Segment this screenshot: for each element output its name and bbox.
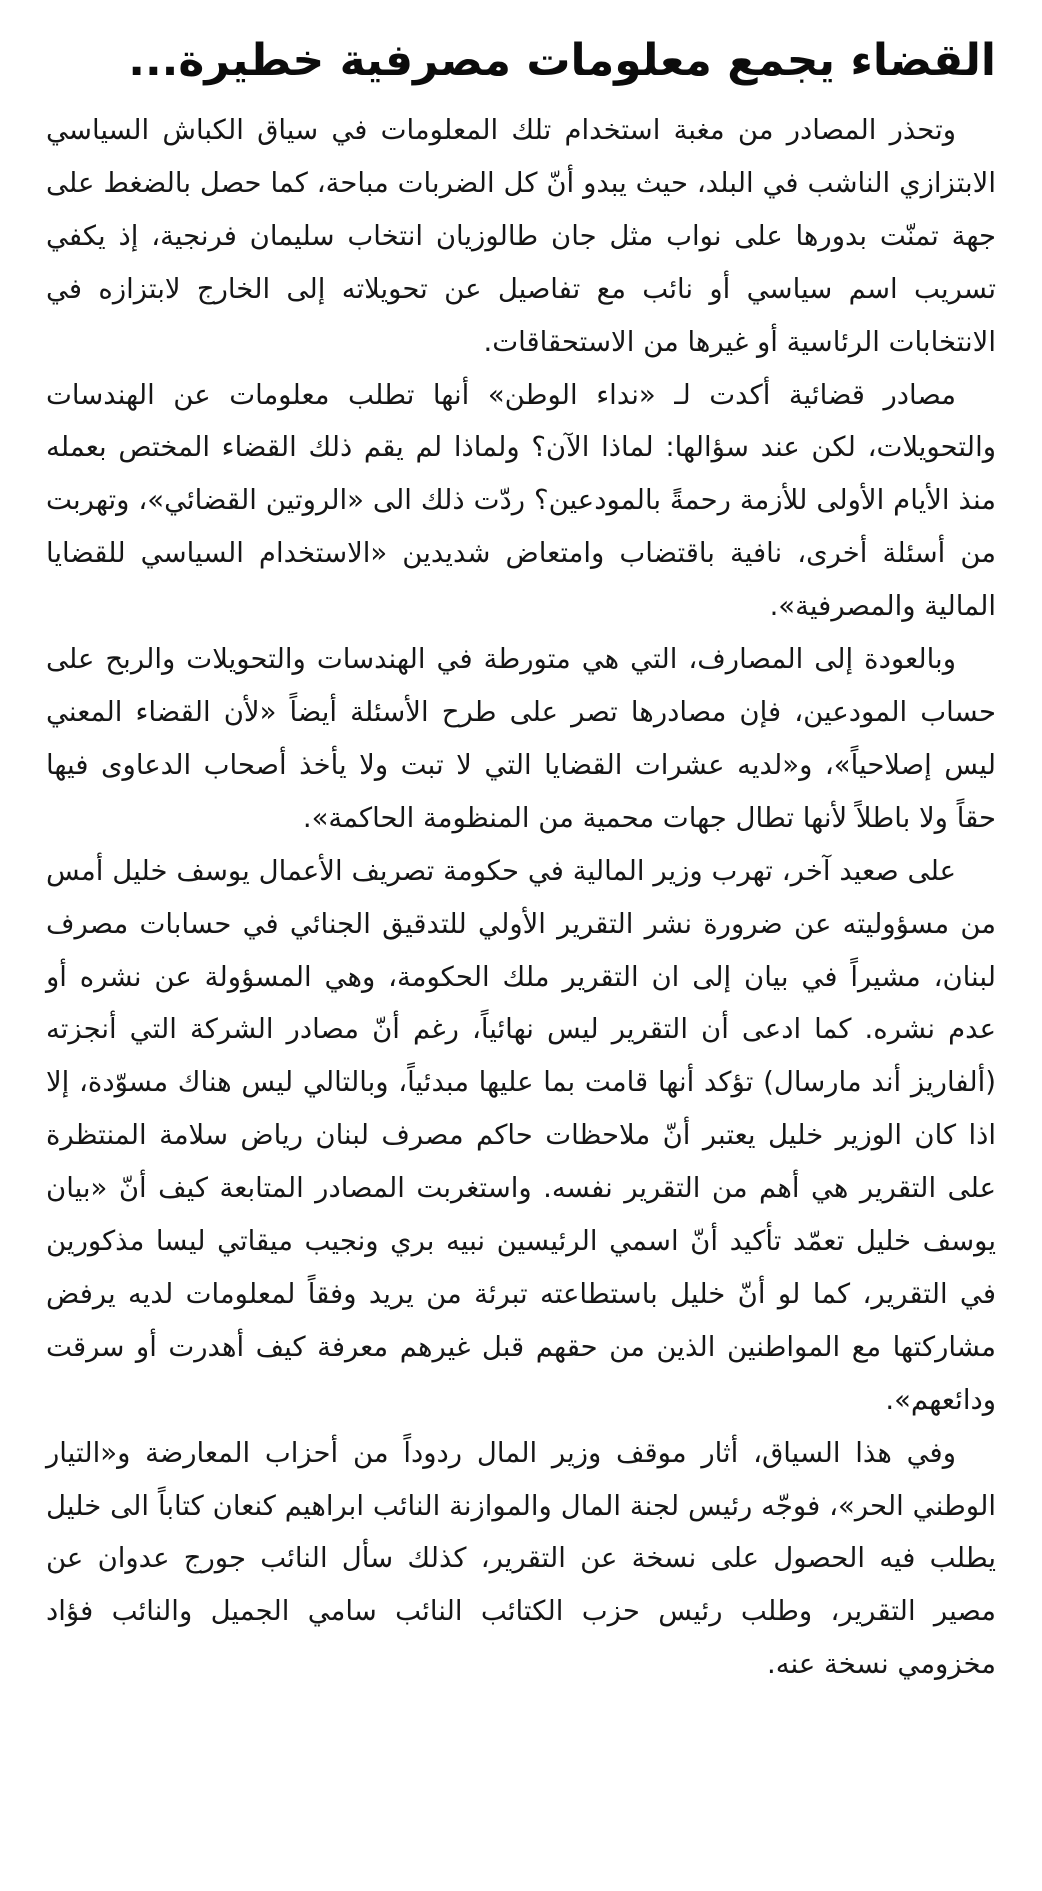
article [46, 28, 996, 1691]
article-headline: القضاء يجمع معلومات مصرفية خطيرة... [128, 35, 996, 86]
article-paragraph: وبالعودة إلى المصارف، التي هي متورطة في الهندسات والتحويلات والربح على حساب المودعين، فإن مصادرها تصر على طرح الأسئلة أيضاً «لأن القضاء المعني ليس إصلاحياً»، و«لديه عشرات القضايا التي لا تبت ولا يأخذ أصحاب الدعاوى فيها حقاً ولا باطلاً لأنها تطال جهات محمية من المنظومة الحاكمة». [46, 643, 996, 834]
article-paragraph: مصادر قضائية أكدت لـ «نداء الوطن» أنها تطلب معلومات عن الهندسات والتحويلات، لكن عند سؤالها: لماذا الآن؟ ولماذا لم يقم ذلك القضاء المختص بعمله منذ الأيام الأولى للأزمة رحمةً بالمودعين؟ ردّت ذلك الى «الروتين القضائي»، وتهربت من أسئلة أخرى، نافية باقتضاب وامتعاض شديدين «الاستخدام السياسي للقضايا المالية والمصرفية». [46, 378, 996, 623]
article-paragraph: وفي هذا السياق، أثار موقف وزير المال ردوداً من أحزاب المعارضة و«التيار الوطني الحر»، فوجّه رئيس لجنة المال والموازنة النائب ابراهيم كنعان كتاباً الى خليل يطلب فيه الحصول على نسخة عن التقرير، كذلك سأل النائب جورج عدوان عن مصير التقرير، وطلب رئيس حزب الكتائب النائب سامي الجميل والنائب فؤاد مخزومي نسخة عنه. [46, 1436, 996, 1681]
article-paragraph: وتحذر المصادر من مغبة استخدام تلك المعلومات في سياق الكباش السياسي الابتزازي الناشب في البلد، حيث يبدو أنّ كل الضربات مباحة، كما حصل بالضغط على جهة تمنّت بدورها على نواب مثل جان طالوزيان انتخاب سليمان فرنجية، إذ يكفي تسريب اسم سياسي أو نائب مع تفاصيل عن تحويلاته إلى الخارج لابتزازه في الانتخابات الرئاسية أو غيرها من الاستحقاقات. [46, 114, 996, 358]
article-paragraph: على صعيد آخر، تهرب وزير المالية في حكومة تصريف الأعمال يوسف خليل أمس من مسؤوليته عن ضرورة نشر التقرير الأولي للتدقيق الجنائي في حسابات مصرف لبنان، مشيراً في بيان إلى ان التقرير ملك الحكومة، وهي المسؤولة عن نشره أو عدم نشره. كما ادعى أن التقرير ليس نهائياً، رغم أنّ مصادر الشركة التي أنجزته (ألفاريز أند مارسال) تؤكد أنها قامت بما عليها مبدئياً، وبالتالي ليس هناك مسوّدة، إلا اذا كان الوزير خليل يعتبر أنّ ملاحظات حاكم مصرف لبنان رياض سلامة المنتظرة على التقرير هي أهم من التقرير نفسه. واستغربت المصادر المتابعة كيف أنّ «بيان يوسف خليل تعمّد تأكيد أنّ اسمي الرئيسين نبيه بري ونجيب ميقاتي ليسا مذكورين في التقرير، كما لو أنّ خليل باستطاعته تبرئة من يريد وفقاً لمعلومات لديه يرفض مشاركتها مع المواطنين الذين من حقهم قبل غيرهم معرفة كيف أهدرت أو سرقت ودائعهم». [46, 854, 996, 1416]
